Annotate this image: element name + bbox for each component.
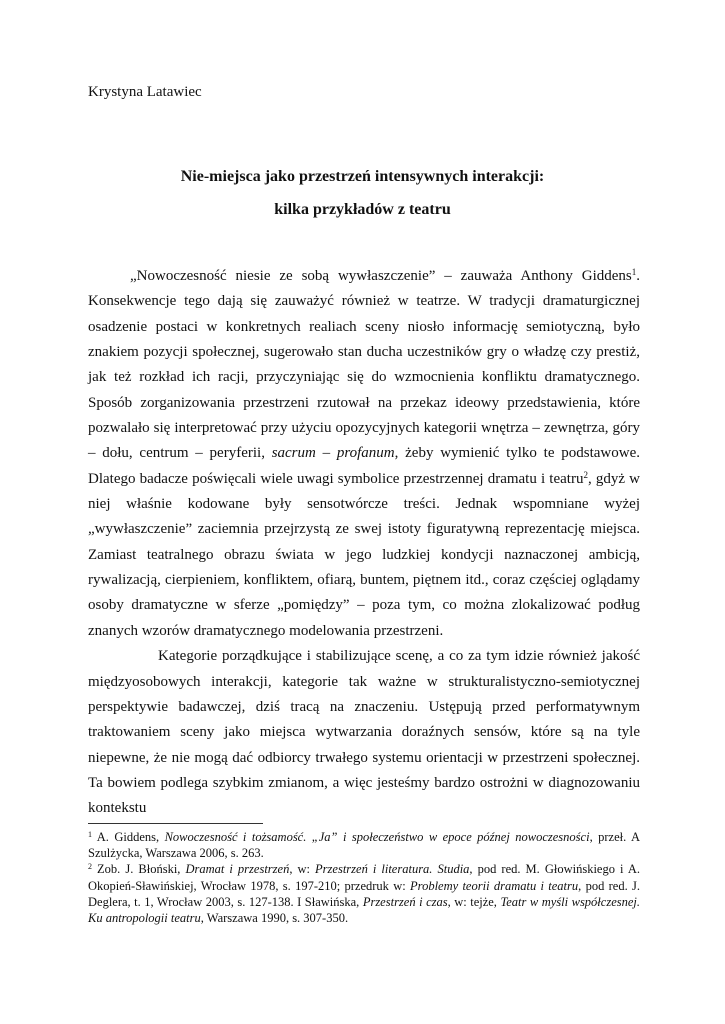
- footnote-2: [88, 861, 640, 926]
- footnote-2-italic-3: Problemy teorii dramatu i teatru: [410, 878, 579, 893]
- paragraph-1: [88, 264, 640, 644]
- p1-text-a: „Nowoczesność niesie ze sobą wywłaszczenie” – zauważa Anthony Giddens: [130, 268, 632, 284]
- p1-sacrum: sacrum: [271, 445, 316, 462]
- p1-profanum: profanum: [336, 445, 395, 462]
- footnote-2-text-f: , Warszawa 1990, s. 307-350.: [200, 911, 349, 926]
- footnote-ref-1: 1: [631, 267, 637, 277]
- p1-text-b: . Konsekwencje tego dają się zauważyć również w teatrze. W tradycji dramaturgicznej osadzenie postaci w konkretnych realiach sceny niosło informację semiotyczną, było znakiem pozycji społecznej, sugerowało stan ducha uczestników gry o władzę czy prestiż, jak też rozkład ich racji, przyczyniając się do wzmocnienia konfliktu dramatycznego. Sposób zorganizowania przestrzeni rzutował na przekaz ideowy przedstawienia, które pozwalało się interpretować przy użyciu opozycyjnych kategorii wnętrza – zewnętrza, góry – dołu, centrum – peryferii,: [88, 268, 640, 462]
- footnote-1-book-title: Nowoczesność i tożsamość. „Ja” i społeczeństwo w epoce późnej nowoczesności: [164, 830, 590, 844]
- p1-text-d: , gdyż w niej właśnie kodowane były sensotwórcze treści. Jednak wspomniane wyżej „wywłaszczenie” zaciemnia przejrzystą ze swej istoty figuratywną reprezentację miejsca. Zamiast teatralnego obrazu świata w jego ludzkiej kondycji naznaczonej ambicją, rywalizacją, cierpieniem, konfliktem, ofiarą, buntem, piętnem itd., coraz częściej oglądamy osoby dramatyczne w sferze „pomiędzy” – poza tym, co można zlokalizować podług znanych wzorów dramatycznego modelowania przestrzeni.: [88, 470, 640, 639]
- author-name: Krystyna Latawiec: [88, 84, 202, 100]
- footnote-1-text-b: , przeł. A Szulżycka, Warszawa 2006, s. 263.: [88, 830, 641, 861]
- footnote-2-text-b: , w:: [289, 862, 316, 877]
- footnote-1-text-a: A. Giddens,: [92, 830, 165, 844]
- title-line-1: Nie-miejsca jako przestrzeń intensywnych interakcji:: [180, 168, 545, 185]
- p1-dash: –: [315, 445, 337, 462]
- footnote-ref-2: 2: [583, 469, 588, 480]
- footnote-2-italic-2: Przestrzeń i literatura. Studia,: [315, 862, 473, 877]
- footnotes: [88, 829, 640, 926]
- footnote-2-italic-1: Dramat i przestrzeń: [185, 862, 290, 877]
- footnote-2-text-e: , w: tejże,: [447, 894, 501, 909]
- footnote-2-italic-5: Teatr w myśli współczesnej. Ku antropologii teatru: [88, 894, 640, 926]
- p1-text-c: , żeby wymienić tylko te podstawowe. Dlatego badacze poświęcali wiele uwagi symbolice przestrzennej dramatu i teatru: [88, 445, 640, 487]
- body-text: [88, 264, 640, 822]
- footnote-2-text-c: pod red. M. Głowińskiego i A. Okopień-Sławińskiej, Wrocław 1978, s. 197-210; przedruk w:: [88, 862, 640, 893]
- footnote-1: [88, 829, 640, 861]
- paragraph-2: Kategorie porządkujące i stabilizujące scenę, a co za tym idzie również jakość międzyosobowych interakcji, kategorie tak ważne w strukturalistyczno-semiotycznej perspektywie badawczej, dziś tracą na znaczeniu. Ustępują przed performatywnym traktowaniem sceny jako miejsca wytwarzania doraźnych sensów, które są na tyle niepewne, że nie mogą dać odbiorcy trwałego systemu orientacji w przestrzeni społecznej. Ta bowiem podlega szybkim zmianom, a więc jesteśmy bardzo ostrożni w diagnozowaniu kontekstu: [88, 648, 640, 817]
- footnote-2-text-a: Zob. J. Błoński,: [92, 862, 186, 877]
- footnote-separator: [88, 823, 263, 824]
- footnote-2-italic-4: Przestrzeń i czas: [362, 894, 448, 909]
- footnote-2-number: 2: [88, 862, 92, 872]
- footnote-2-text-d: , pod red. J. Deglera, t. 1, Wrocław 2003, s. 127-138. I Sławińska,: [88, 878, 641, 909]
- title-line-2: kilka przykładów z teatru: [274, 201, 451, 218]
- footnote-1-number: 1: [88, 830, 92, 839]
